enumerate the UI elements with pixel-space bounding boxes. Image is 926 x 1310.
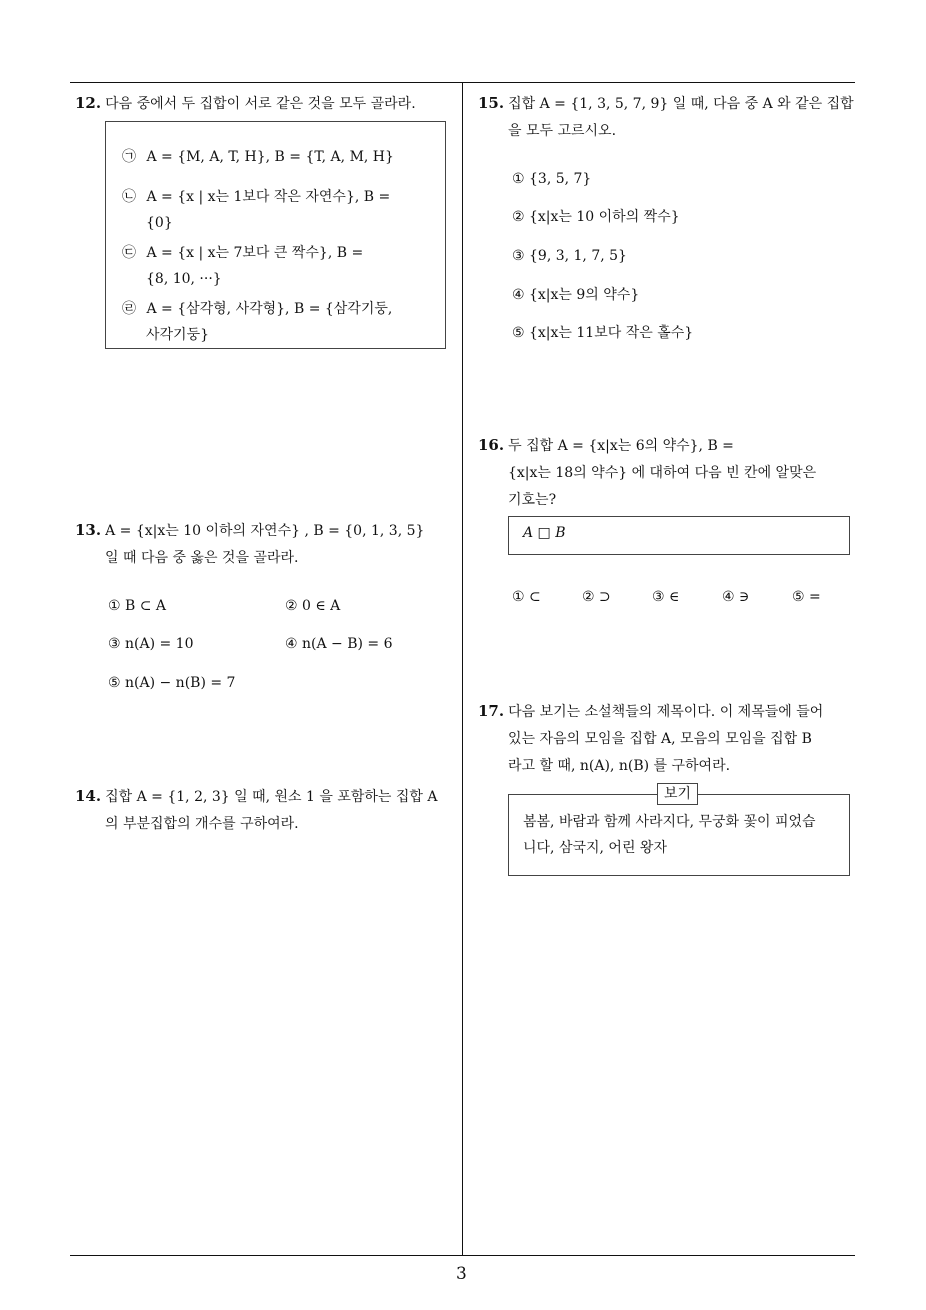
q16-choice-4: ④ ∋ [722,589,750,605]
question-13 [75,517,460,572]
question-number: 14. [75,787,102,805]
column-divider [462,83,463,1255]
box-text-cont: 니다, 삼국지, 어린 왕자 [523,840,667,856]
box-text: 봄봄, 바람과 함께 사라지다, 무궁화 꽃이 피었습 [523,814,816,830]
q12-example-box [105,121,446,349]
question-text: 두 집합 A = {x|x는 6의 약수}, B = [508,438,734,454]
q12-item-3 [122,240,422,292]
question-text: 집합 A = {1, 3, 5, 7, 9} 일 때, 다음 중 A 와 같은 집합 [508,96,854,112]
q17-example-box [508,794,850,876]
q15-choice-2: ② {x|x는 10 이하의 짝수} [512,209,680,225]
q16-choice-2: ② ⊃ [582,589,611,605]
q12-item-1 [122,144,394,170]
question-16 [478,432,863,514]
question-text-cont: 기호는? [508,492,557,508]
question-text-cont: 라고 할 때, n(A), n(B) 를 구하여라. [508,758,731,774]
q15-choice-1: ① {3, 5, 7} [512,171,592,187]
question-text: 다음 보기는 소설책들의 제목이다. 이 제목들에 들어 [508,704,824,720]
question-number: 16. [478,436,505,454]
item-mark: ㉡ [122,189,136,205]
question-number: 12. [75,94,102,112]
bottom-rule [70,1255,855,1256]
q16-answer-box [508,516,850,555]
q13-choice-2: ② 0 ∈ A [285,598,341,614]
question-text-cont: 일 때 다음 중 옳은 것을 골라라. [105,550,299,566]
q12-item-2 [122,184,422,236]
question-number: 15. [478,94,505,112]
item-mark: ㉠ [122,149,136,165]
q16-choice-1: ① ⊂ [512,589,541,605]
page-number: 3 [456,1264,467,1284]
q15-choice-5: ⑤ {x|x는 11보다 작은 홀수} [512,325,694,341]
item-text: A = {M, A, T, H}, B = {T, A, M, H} [146,149,394,165]
item-text-cont: 사각기둥} [146,327,210,343]
example-legend: 보기 [657,783,698,805]
item-text: A = {x | x는 1보다 작은 자연수}, B = [146,189,391,205]
item-mark: ㉣ [122,301,136,317]
item-text: A = {삼각형, 사각형}, B = {삼각기둥, [146,301,393,317]
question-text-cont: 을 모두 고르시오. [508,123,617,139]
q16-choice-5: ⑤ = [792,589,821,605]
q15-choice-3: ③ {9, 3, 1, 7, 5} [512,248,627,264]
question-text-cont: 있는 자음의 모임을 집합 A, 모음의 모임을 집합 B [508,731,812,747]
q16-choice-3: ③ ∈ [652,589,680,605]
q15-choice-4: ④ {x|x는 9의 약수} [512,287,640,303]
question-number: 17. [478,702,505,720]
q12-item-4 [122,296,422,348]
item-text: A = {x | x는 7보다 큰 짝수}, B = [146,245,364,261]
question-12 [75,90,455,118]
item-text-cont: {0} [146,215,173,231]
q13-choice-1: ① B ⊂ A [108,598,167,614]
question-text-cont: {x|x는 18의 약수} 에 대하여 다음 빈 칸에 알맞은 [508,465,817,481]
question-text: A = {x|x는 10 이하의 자연수} , B = {0, 1, 3, 5} [105,523,425,539]
question-17 [478,698,863,780]
question-15 [478,90,863,145]
question-text-cont: 의 부분집합의 개수를 구하여라. [105,816,299,832]
question-number: 13. [75,521,102,539]
item-text-cont: {8, 10, ···} [146,271,222,287]
q13-choice-3: ③ n(A) = 10 [108,636,194,652]
question-text: 다음 중에서 두 집합이 서로 같은 것을 모두 골라라. [105,96,416,112]
question-text: 집합 A = {1, 2, 3} 일 때, 원소 1 을 포함하는 집합 A [105,789,438,805]
q13-choice-4: ④ n(A − B) = 6 [285,636,393,652]
q13-choice-5: ⑤ n(A) − n(B) = 7 [108,675,236,691]
box-text: A □ B [523,525,566,541]
question-14 [75,783,460,838]
item-mark: ㉢ [122,245,136,261]
